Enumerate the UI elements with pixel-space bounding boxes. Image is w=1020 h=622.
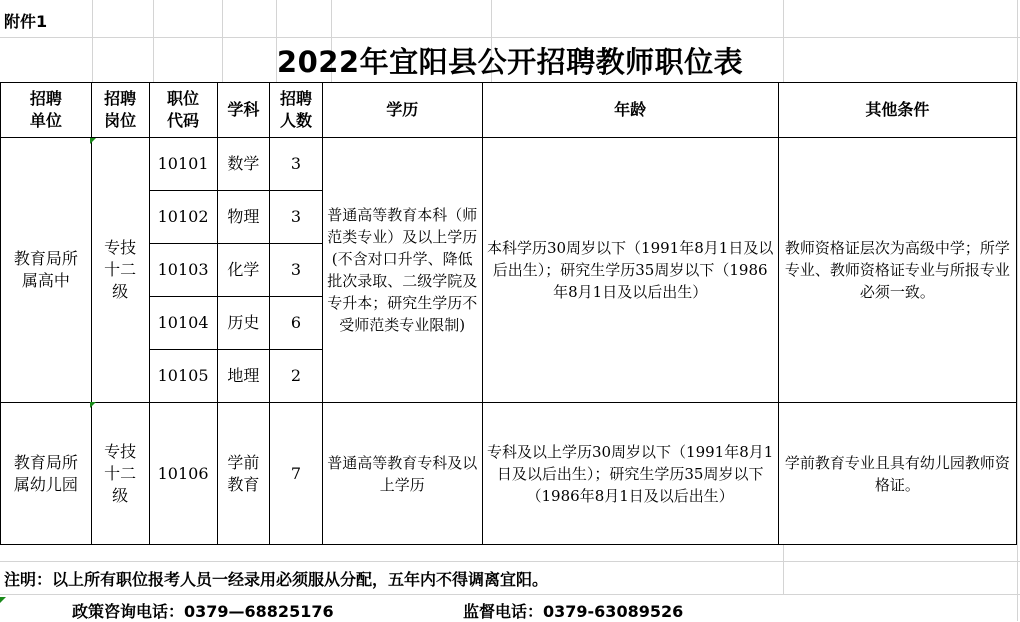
- subject-cell: 数学: [217, 138, 270, 191]
- header-age: 年龄: [482, 83, 778, 138]
- gridline: [0, 37, 1020, 38]
- code-cell: 10102: [149, 191, 217, 244]
- count-cell: 2: [270, 350, 323, 403]
- header-education: 学历: [322, 83, 482, 138]
- table-header-row: [1, 83, 1017, 138]
- table-row: [1, 403, 1017, 545]
- cell-comment-marker: [0, 597, 6, 603]
- education-cell: 普通高等教育本科（师范类专业）及以上学历(不含对口升学、降低批次录取、二级学院及专升本；研究生学历不受师范类专业限制): [322, 138, 482, 403]
- subject-cell: 化学: [217, 244, 270, 297]
- count-cell: 7: [270, 403, 323, 545]
- code-cell: 10106: [149, 403, 217, 545]
- footer-note: 注明：以上所有职位报考人员一经录用必须服从分配，五年内不得调离宜阳。: [4, 570, 549, 589]
- attachment-label: 附件1: [4, 12, 48, 31]
- gridline: [0, 594, 1020, 595]
- supervise-phone: 监督电话：0379-63089526: [463, 602, 684, 621]
- count-cell: 3: [270, 191, 323, 244]
- age-cell: 本科学历30周岁以下（1991年8月1日及以后出生）；研究生学历35周岁以下（1986年8月1日及以后出生）: [482, 138, 778, 403]
- code-cell: 10103: [149, 244, 217, 297]
- count-cell: 3: [270, 244, 323, 297]
- subject-cell: 地理: [217, 350, 270, 403]
- gridline: [0, 561, 1020, 562]
- header-post: 招聘岗位: [91, 83, 149, 138]
- header-subject: 学科: [217, 83, 270, 138]
- gridline: [1017, 0, 1018, 621]
- subject-cell: 物理: [217, 191, 270, 244]
- other-cell: 学前教育专业且具有幼儿园教师资格证。: [778, 403, 1016, 545]
- count-cell: 6: [270, 297, 323, 350]
- age-cell: 专科及以上学历30周岁以下（1991年8月1日及以后出生）；研究生学历35周岁以下（1986年8月1日及以后出生）: [482, 403, 778, 545]
- gridline: [783, 545, 784, 595]
- unit-cell: 教育局所属幼儿园: [1, 403, 92, 545]
- subject-cell: 学前教育: [217, 403, 270, 545]
- code-cell: 10104: [149, 297, 217, 350]
- unit-cell: 教育局所属高中: [1, 138, 92, 403]
- page-title: 2022年宜阳县公开招聘教师职位表: [276, 45, 744, 79]
- post-cell: 专技十二级: [91, 138, 149, 403]
- code-cell: 10101: [149, 138, 217, 191]
- cell-comment-marker: [90, 402, 96, 408]
- table-row: [1, 138, 1017, 191]
- header-count: 招聘人数: [270, 83, 323, 138]
- code-cell: 10105: [149, 350, 217, 403]
- other-cell: 教师资格证层次为高级中学；所学专业、教师资格证专业与所报专业必须一致。: [778, 138, 1016, 403]
- positions-table: [0, 82, 1017, 545]
- header-unit: 招聘单位: [1, 83, 92, 138]
- header-other: 其他条件: [778, 83, 1016, 138]
- cell-comment-marker: [90, 138, 96, 144]
- subject-cell: 历史: [217, 297, 270, 350]
- count-cell: 3: [270, 138, 323, 191]
- policy-phone: 政策咨询电话：0379—68825176: [72, 602, 334, 621]
- education-cell: 普通高等教育专科及以上学历: [322, 403, 482, 545]
- post-cell: 专技十二级: [91, 403, 149, 545]
- header-code: 职位代码: [149, 83, 217, 138]
